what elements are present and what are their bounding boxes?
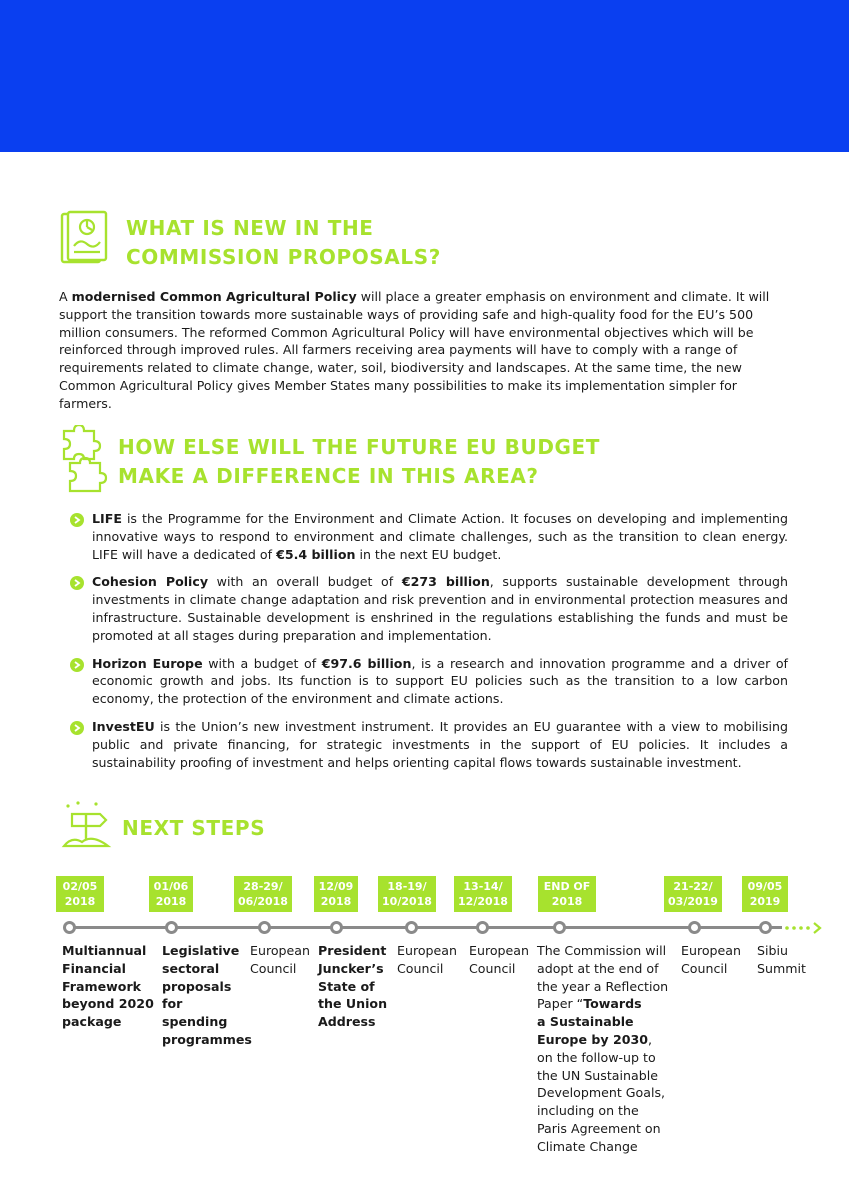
step-label [469, 942, 535, 978]
step-line: sectoral [162, 960, 220, 976]
step-label [318, 942, 398, 1031]
step-line: Sibiu [757, 943, 788, 958]
signpost-icon [60, 800, 112, 852]
step-line: proposals [162, 978, 232, 994]
step-label [397, 942, 467, 978]
step-line: the UN Sustainable [537, 1067, 658, 1083]
section-title: HOW ELSE WILL THE FUTURE EU BUDGET [118, 435, 601, 459]
bullet-body: , supports sustainable development through investments in climate change adaptation and risk prevention and in environmental protection measures and infrastructure. Sustainable development is enshrined in the regulations establishing the funds and must be promoted at all stages during preparation and implementation. [92, 574, 788, 643]
step-bold-text: Towards [583, 996, 642, 1012]
timeline-arrow-icon [784, 921, 824, 935]
step-line: Paris Agreement on [537, 1120, 661, 1136]
step-line: for spending [162, 996, 228, 1030]
date-badge [742, 876, 788, 912]
arrow-bullet-icon [70, 658, 84, 672]
date-text: 12/2018 [458, 895, 508, 908]
section-title: NEXT STEPS [122, 816, 266, 840]
step-line: Address [318, 1014, 376, 1030]
bullet-body: is the Programme for the Environment and Climate Action. It focuses on developing and implementing innovative ways to respond to environment and climate challenges, such as the transition to clean energy. LIFE will have a dedicated of [92, 511, 788, 562]
date-text: 21-22/ [673, 880, 713, 893]
bullet-body: is the Union’s new investment instrument. It provides an EU guarantee with a view to mobilising public and private financing, for strategic investments in the support of EU policies. It includes a sustainability proofing of investment and helps orienting capital flows towards sustainable investment. [92, 718, 788, 770]
step-line: Legislative [162, 943, 240, 958]
date-badge [454, 876, 512, 912]
bullet-bold: InvestEU [92, 718, 155, 734]
list-item [70, 655, 788, 708]
arrow-bullet-icon [70, 721, 84, 735]
step-line: including on the [537, 1103, 639, 1119]
step-line: Climate Change [537, 1138, 638, 1154]
timeline-node [63, 921, 76, 934]
step-line: European [681, 943, 741, 958]
list-item [70, 573, 788, 644]
arrow-bullet-icon [70, 513, 84, 527]
step-line: President [318, 943, 387, 958]
date-badge [314, 876, 358, 912]
bullet-body: , is a research and innovation programme and a driver of economic growth and jobs. Its function is to support EU policies such as the transition to a low carbon economy, the protection of the environment and climate actions. [92, 655, 788, 707]
date-badge [664, 876, 722, 912]
step-line: the year a Reflection [537, 978, 669, 994]
step-line: programmes [162, 1031, 252, 1047]
step-line: Framework [62, 978, 142, 994]
step-line: Summit [757, 960, 806, 976]
step-line: beyond 2020 [62, 996, 154, 1012]
timeline-node [330, 921, 343, 934]
step-line [537, 995, 677, 1013]
date-text: 2019 [749, 895, 781, 908]
arrow-bullet-icon [70, 576, 84, 590]
step-line [537, 1013, 677, 1031]
bullet-text [92, 573, 788, 644]
timeline-node [405, 921, 418, 934]
step-line: Multiannual [62, 943, 147, 958]
date-badge [149, 876, 193, 912]
bullet-text [92, 718, 788, 771]
date-badge [56, 876, 104, 912]
date-text: 10/2018 [382, 895, 432, 908]
step-line: Council [250, 960, 297, 976]
date-text: 2018 [64, 895, 96, 908]
bullet-bold: €273 billion [401, 574, 490, 590]
puzzle-icon [60, 425, 112, 493]
section-title: MAKE A DIFFERENCE IN THIS AREA? [118, 464, 539, 488]
date-badge [234, 876, 292, 912]
section-next-steps-header [60, 800, 265, 852]
date-text: 2018 [551, 895, 583, 908]
timeline-node [553, 921, 566, 934]
bullet-bold: Cohesion Policy [92, 574, 209, 590]
bullet-body: with a budget of [208, 655, 317, 671]
timeline-node [688, 921, 701, 934]
step-line: State of [318, 978, 375, 994]
list-item [70, 718, 788, 771]
step-label [162, 942, 252, 1049]
timeline-node [476, 921, 489, 934]
step-line: Development Goals, [537, 1085, 666, 1101]
document-chart-icon [60, 210, 112, 268]
step-line: European [469, 943, 529, 958]
date-badge [378, 876, 436, 912]
step-line: Financial [62, 960, 126, 976]
step-line: Council [397, 960, 444, 976]
timeline-node [258, 921, 271, 934]
section-title: WHAT IS NEW IN THE [126, 216, 374, 240]
step-line: European [250, 943, 310, 958]
step-line [537, 1031, 677, 1049]
date-text: 2018 [155, 895, 187, 908]
section-what-is-new-header [60, 210, 441, 272]
section-what-is-new-body [59, 288, 787, 413]
step-text: , [648, 1031, 653, 1047]
step-bold-text: a Sustainable [537, 1014, 634, 1030]
bullet-bold: €5.4 billion [276, 546, 356, 562]
bullet-bold: Horizon Europe [92, 655, 203, 671]
step-line: Juncker’s [318, 960, 384, 976]
date-text: 12/09 [318, 880, 354, 893]
next-steps-timeline [0, 870, 849, 1170]
budget-bullet-list [70, 510, 788, 781]
step-line: the Union [318, 996, 388, 1012]
date-text: 28-29/ [243, 880, 283, 893]
timeline-node [165, 921, 178, 934]
step-label [250, 942, 320, 978]
body-text: A [59, 289, 68, 304]
step-label [757, 942, 817, 978]
timeline-node [759, 921, 772, 934]
date-text: 03/2019 [668, 895, 718, 908]
step-line: on the follow-up to [537, 1049, 656, 1065]
date-text: 18-19/ [387, 880, 427, 893]
header-band [0, 0, 849, 152]
step-label [537, 942, 677, 1156]
bullet-text [92, 510, 788, 563]
step-line: Council [681, 960, 728, 976]
body-text: will place a greater emphasis on environment and climate. It will support the transition towards more sustainable ways of providing safe and high-quality food for the EU’s 500 million consumers. The reformed Common Agricultural Policy will have environmental objectives which will be reinforced through improved rules. All farmers receiving area payments will have to comply with a range of requirements related to climate change, water, soil, biodiversity and landscapes. At the same time, the new Common Agricultural Policy gives Member States many possibilities to make its implementation simpler for farmers. [59, 289, 770, 411]
date-text: 2018 [320, 895, 352, 908]
date-text: 06/2018 [238, 895, 288, 908]
date-text: 02/05 [62, 880, 98, 893]
date-text: 13-14/ [463, 880, 503, 893]
step-bold-text: Europe by 2030 [537, 1031, 649, 1047]
section-title: COMMISSION PROPOSALS? [126, 245, 441, 269]
date-badge [538, 876, 596, 912]
step-line: European [397, 943, 457, 958]
bullet-bold: €97.6 billion [321, 655, 412, 671]
body-bold-text: modernised Common Agricultural Policy [71, 289, 357, 304]
date-text: 01/06 [153, 880, 189, 893]
list-item [70, 510, 788, 563]
date-text: END OF [543, 880, 591, 893]
bullet-bold: LIFE [92, 511, 122, 526]
section-how-else-header [60, 425, 600, 493]
step-line: The Commission will [537, 943, 667, 958]
step-text: Paper “ [537, 996, 584, 1012]
bullet-text [92, 655, 788, 708]
step-line: Council [469, 960, 516, 976]
date-text: 09/05 [747, 880, 783, 893]
step-label [62, 942, 158, 1031]
step-line: adopt at the end of [537, 960, 659, 976]
bullet-body: in the next EU budget. [359, 546, 502, 562]
bullet-body: with an overall budget of [216, 574, 394, 590]
step-label [681, 942, 747, 978]
step-line: package [62, 1014, 122, 1030]
